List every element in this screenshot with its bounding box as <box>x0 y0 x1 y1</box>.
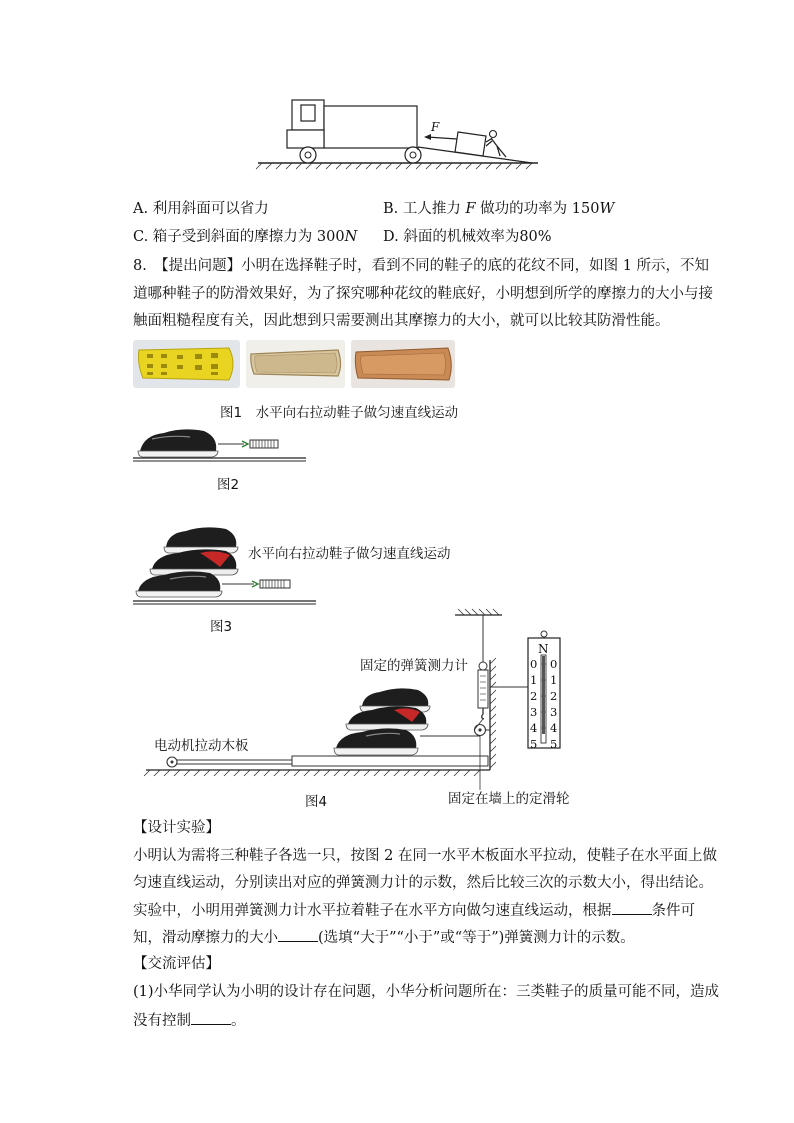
scale-tick: 3 <box>550 705 558 719</box>
fig4-meter-label: 固定的弹簧测力计 <box>360 658 468 674</box>
scale-ticks-left <box>530 656 537 752</box>
fig3-caption: 图3 <box>210 619 233 635</box>
design-line-4 <box>133 927 635 948</box>
fig4-diagram <box>0 600 794 800</box>
answer-blank-1[interactable] <box>612 900 652 915</box>
option-b-var: F <box>465 201 476 217</box>
scale-tick: 5 <box>530 737 538 751</box>
evaluation-line-2 <box>133 1010 246 1031</box>
option-b <box>383 199 614 219</box>
evaluation-line-2-text: 没有控制 <box>133 1013 191 1029</box>
option-c <box>133 227 357 247</box>
fig2-caption: 图2 <box>217 477 240 493</box>
answer-blank-3[interactable] <box>191 1010 231 1025</box>
option-b-unit: W <box>599 201 615 217</box>
fig4-pulley-label: 固定在墙上的定滑轮 <box>448 791 570 807</box>
q8-line-2: 道哪种鞋子的防滑效果好，为了探究哪种花纹的鞋底好，小明想到所学的摩擦力的大小与接 <box>133 286 713 302</box>
fig4-caption: 图4 <box>305 794 328 810</box>
scale-tick: 1 <box>550 673 558 687</box>
evaluation-line-1: (1)小华同学认为小明的设计存在问题，小华分析问题所在：三类鞋子的质量可能不同，造成 <box>133 984 720 1000</box>
scale-tick: 5 <box>550 737 558 751</box>
scale-unit-label: N <box>538 642 549 656</box>
scale-tick: 0 <box>550 657 558 671</box>
design-line-3-text: 实验中，小明用弹簧测力计水平拉着鞋子在水平方向做匀速直线运动，根据 <box>133 903 612 919</box>
scale-ticks-right <box>550 656 557 752</box>
design-line-3 <box>133 900 695 921</box>
fig1-caption: 图1 水平向右拉动鞋子做匀速直线运动 <box>220 405 459 421</box>
fig2-diagram <box>130 425 330 465</box>
scale-tick: 1 <box>530 673 538 687</box>
design-line-4-text: 知，滑动摩擦力的大小 <box>133 930 278 946</box>
scale-tick: 0 <box>530 657 538 671</box>
design-heading: 【设计实验】 <box>133 820 220 836</box>
fig4-motor-label: 电动机拉动木板 <box>154 738 249 754</box>
truck-incline-diagram <box>0 0 794 200</box>
force-label: F <box>431 120 440 134</box>
q8-line-1: 8. 【提出问题】小明在选择鞋子时，看到不同的鞋子的底的花纹不同，如图 1 所示，不知 <box>133 258 710 274</box>
scale-tick: 4 <box>530 721 538 735</box>
scale-tick: 2 <box>530 689 538 703</box>
option-b-text-1: B. 工人推力 <box>383 201 466 217</box>
q8-line-3: 触面粗糙程度有关，因此想到只需要测出其摩擦力的大小，就可以比较其防滑性能。 <box>133 313 670 329</box>
option-c-text: C. 箱子受到斜面的摩擦力为 300 <box>133 229 345 245</box>
scale-tick: 3 <box>530 705 538 719</box>
scale-tick: 4 <box>550 721 558 735</box>
design-line-1: 小明认为需将三种鞋子各选一只，按图 2 在同一水平木板面水平拉动，使鞋子在水平面上做 <box>133 848 717 864</box>
option-b-text-2: 做功的功率为 150 <box>475 201 600 217</box>
fig3-note: 水平向右拉动鞋子做匀速直线运动 <box>248 546 451 562</box>
evaluation-line-2-tail: 。 <box>231 1013 246 1029</box>
yellow-sole-photo <box>133 340 240 388</box>
beige-sole-photo <box>246 340 345 388</box>
design-line-4-tail: (选填“大于”“小于”或“等于”)弹簧测力计的示数。 <box>318 930 635 946</box>
option-a: A. 利用斜面可以省力 <box>133 201 269 217</box>
evaluation-heading: 【交流评估】 <box>133 956 220 972</box>
design-line-2: 匀速直线运动，分别读出对应的弹簧测力计的示数，然后比较三次的示数大小，得出结论。 <box>133 875 713 891</box>
answer-blank-2[interactable] <box>278 927 318 942</box>
option-c-unit: N <box>344 229 358 245</box>
option-d: D. 斜面的机械效率为80% <box>383 229 552 245</box>
orange-sole-photo <box>351 340 455 388</box>
scale-tick: 2 <box>550 689 558 703</box>
design-line-3-tail: 条件可 <box>651 903 695 919</box>
